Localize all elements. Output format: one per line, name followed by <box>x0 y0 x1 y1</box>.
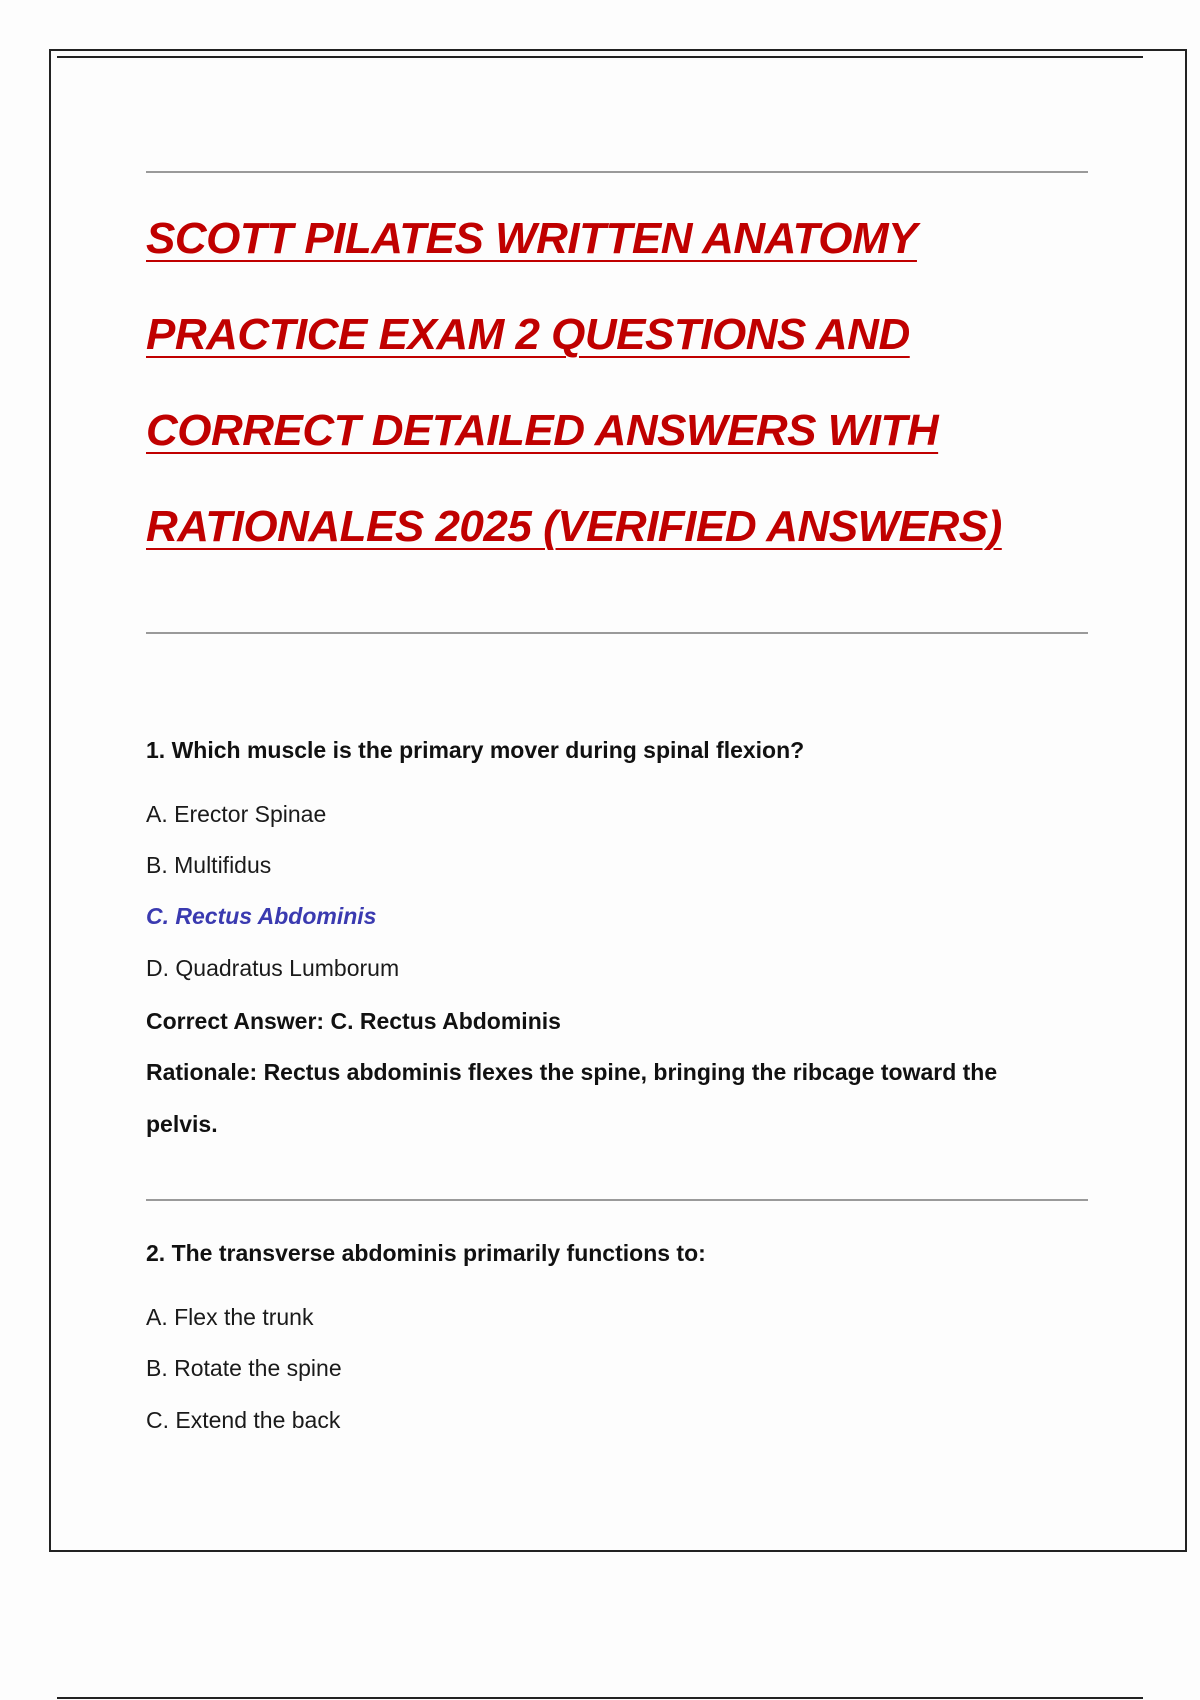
header-rule <box>57 56 1143 58</box>
divider <box>146 171 1088 173</box>
option-d: D. Quadratus Lumborum <box>146 955 400 981</box>
option-a: A. Flex the trunk <box>146 1304 314 1330</box>
title-line-2: PRACTICE EXAM 2 QUESTIONS AND <box>146 310 910 359</box>
option-b: B. Multifidus <box>146 852 272 878</box>
option-a: A. Erector Spinae <box>146 801 327 827</box>
divider <box>146 632 1088 634</box>
option-b: B. Rotate the spine <box>146 1355 342 1381</box>
footer-rule <box>57 1697 1143 1699</box>
question-text: 1. Which muscle is the primary mover during spinal flexion? <box>146 737 805 763</box>
title-line-1: SCOTT PILATES WRITTEN ANATOMY <box>146 214 917 263</box>
option-c: C. Extend the back <box>146 1407 341 1433</box>
rationale-line-2: pelvis. <box>146 1111 218 1137</box>
rationale-line-1: Rationale: Rectus abdominis flexes the spine, bringing the ribcage toward the <box>146 1059 998 1085</box>
divider <box>146 1199 1088 1201</box>
correct-answer: Correct Answer: C. Rectus Abdominis <box>146 1008 561 1034</box>
title-line-4: RATIONALES 2025 (VERIFIED ANSWERS) <box>146 502 1002 551</box>
title-line-3: CORRECT DETAILED ANSWERS WITH <box>146 406 939 455</box>
question-text: 2. The transverse abdominis primarily functions to: <box>146 1240 706 1266</box>
option-c-highlighted: C. Rectus Abdominis <box>146 903 377 929</box>
